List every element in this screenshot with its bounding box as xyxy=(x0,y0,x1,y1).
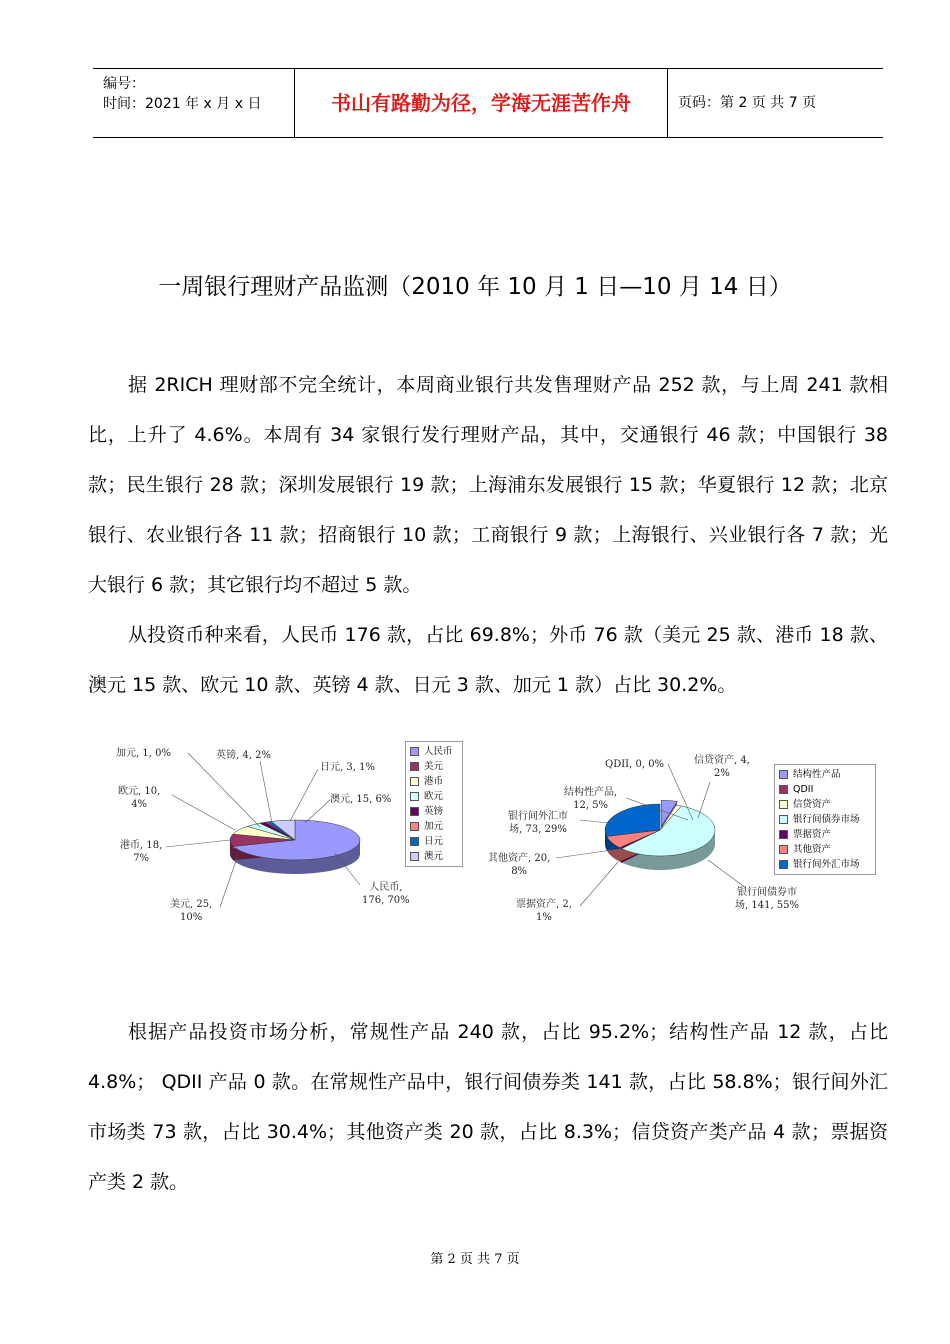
legend-swatch xyxy=(410,807,419,816)
legend-label: 结构性产品 xyxy=(793,769,841,780)
legend-item xyxy=(779,857,871,872)
legend-swatch xyxy=(779,770,788,779)
legend-label: 银行间债券市场 xyxy=(793,814,860,825)
label-usd: 美元, 25, 10% xyxy=(170,899,213,923)
legend-swatch xyxy=(779,785,788,794)
market-pie-chart xyxy=(488,750,878,930)
legend-label: 其他资产 xyxy=(793,844,832,855)
market-legend xyxy=(774,764,876,875)
leader-line xyxy=(305,800,330,823)
header-time: 时间：2021 年 x 月 x 日 xyxy=(103,96,262,112)
label-cny: 人民币, 176, 70% xyxy=(362,882,410,906)
label-cad: 加元, 1, 0% xyxy=(116,748,171,759)
legend-label: 日元 xyxy=(424,836,444,847)
legend-label: QDII xyxy=(793,784,814,795)
legend-item xyxy=(410,819,458,834)
legend-item xyxy=(779,797,871,812)
legend-swatch xyxy=(779,815,788,824)
legend-label: 信贷资产 xyxy=(793,799,832,810)
legend-label: 港币 xyxy=(424,776,444,787)
legend-swatch xyxy=(779,830,788,839)
legend-swatch xyxy=(779,800,788,809)
leader-line xyxy=(580,862,618,906)
leader-line xyxy=(698,782,710,818)
label-qdii: QDII, 0, 0% xyxy=(605,759,665,770)
legend-label: 加元 xyxy=(424,821,444,832)
leader-line xyxy=(220,855,238,907)
legend-swatch xyxy=(410,747,419,756)
legend-swatch xyxy=(410,792,419,801)
legend-item xyxy=(410,849,458,864)
label-jpy: 日元, 3, 1% xyxy=(320,762,375,773)
legend-item xyxy=(779,812,871,827)
legend-item xyxy=(410,834,458,849)
legend-label: 澳元 xyxy=(424,851,444,862)
legend-swatch xyxy=(410,762,419,771)
currency-legend xyxy=(405,741,463,867)
label-credit: 信贷资产, 4, 2% xyxy=(694,755,750,779)
legend-label: 票据资产 xyxy=(793,829,832,840)
paragraph-overview: 据 2RICH 理财部不完全统计，本周商业银行共发售理财产品 252 款，与上周 241 款相比，上升了 4.6%。本周有 34 家银行发行理财产品，其中，交通银行 46 款；中国银行 38 款；民生银行 28 款；深圳发展银行 19 款；上海浦东发展银行 15 款；华夏银行 12 款；北京银行、农业银行各 11 款；招商银行 10 款；工商银行 9 款；上海银行、兴业银行各 7 款；光大银行 6 款；其它银行均不超过 5 款。 xyxy=(88,374,888,596)
legend-item xyxy=(410,804,458,819)
leader-line xyxy=(556,850,612,858)
header-page-number: 页码：第 2 页 共 7 页 xyxy=(678,95,817,111)
leader-line xyxy=(708,860,746,888)
legend-item xyxy=(410,759,458,774)
legend-swatch xyxy=(410,837,419,846)
legend-swatch xyxy=(410,852,419,861)
legend-item xyxy=(779,827,871,842)
paragraph-market: 根据产品投资市场分析，常规性产品 240 款，占比 95.2%；结构性产品 12 款，占比 4.8%； QDII 产品 0 款。在常规性产品中，银行间债券类 141 款，占比 58.8%；银行间外汇市场类 73 款，占比 30.4%；其他资产类 20 款，占比 8.3%；信贷资产类产品 4 款；票据资产类 2 款。 xyxy=(88,1021,888,1193)
legend-swatch xyxy=(410,777,419,786)
label-hkd: 港币, 18, 7% xyxy=(120,840,163,864)
paragraph-currency: 从投资币种来看，人民币 176 款，占比 69.8%；外币 76 款（美元 25 款、港币 18 款、澳元 15 款、欧元 10 款、英镑 4 款、日元 3 款、加元 1 款）占比 30.2%。 xyxy=(88,624,888,696)
label-bill-assets: 票据资产, 2, 1% xyxy=(516,899,572,923)
legend-item xyxy=(410,744,458,759)
legend-label: 美元 xyxy=(424,761,444,772)
label-interbank-fx: 银行间外汇市 场, 73, 29% xyxy=(508,811,568,835)
legend-label: 欧元 xyxy=(424,791,444,802)
document-title: 一周银行理财产品监测（2010 年 10 月 1 日—10 月 14 日） xyxy=(158,274,792,300)
legend-swatch xyxy=(779,860,788,869)
legend-swatch xyxy=(410,822,419,831)
legend-item xyxy=(410,774,458,789)
label-aud: 澳元, 15, 6% xyxy=(330,794,392,805)
label-other-assets: 其他资产, 20, 8% xyxy=(488,853,551,877)
page-header xyxy=(93,68,883,138)
header-number: 编号： xyxy=(103,76,145,92)
paragraph-block-1 xyxy=(88,360,888,710)
legend-item xyxy=(779,842,871,857)
label-eur: 欧元, 10, 4% xyxy=(118,786,161,810)
legend-swatch xyxy=(779,845,788,854)
leader-line xyxy=(290,769,318,821)
leader-line xyxy=(188,753,260,827)
leader-line xyxy=(260,761,272,823)
label-gbp: 英镑, 4, 2% xyxy=(216,750,271,761)
page-footer: 第 2 页 共 7 页 xyxy=(430,1252,520,1267)
currency-pie-chart xyxy=(100,735,460,935)
header-meta xyxy=(93,69,295,137)
paragraph-block-2 xyxy=(88,1007,888,1207)
leader-line xyxy=(172,795,235,830)
legend-item xyxy=(779,782,871,797)
legend-label: 人民币 xyxy=(424,746,453,757)
legend-label: 英镑 xyxy=(424,806,444,817)
header-motto: 书山有路勤为径，学海无涯苦作舟 xyxy=(295,69,668,137)
legend-label: 银行间外汇市场 xyxy=(793,859,860,870)
label-interbank-bond: 银行间债券市 场, 141, 55% xyxy=(735,887,800,911)
leader-line xyxy=(166,840,230,847)
legend-item xyxy=(779,767,871,782)
label-structured: 结构性产品, 12, 5% xyxy=(564,787,618,811)
legend-item xyxy=(410,789,458,804)
